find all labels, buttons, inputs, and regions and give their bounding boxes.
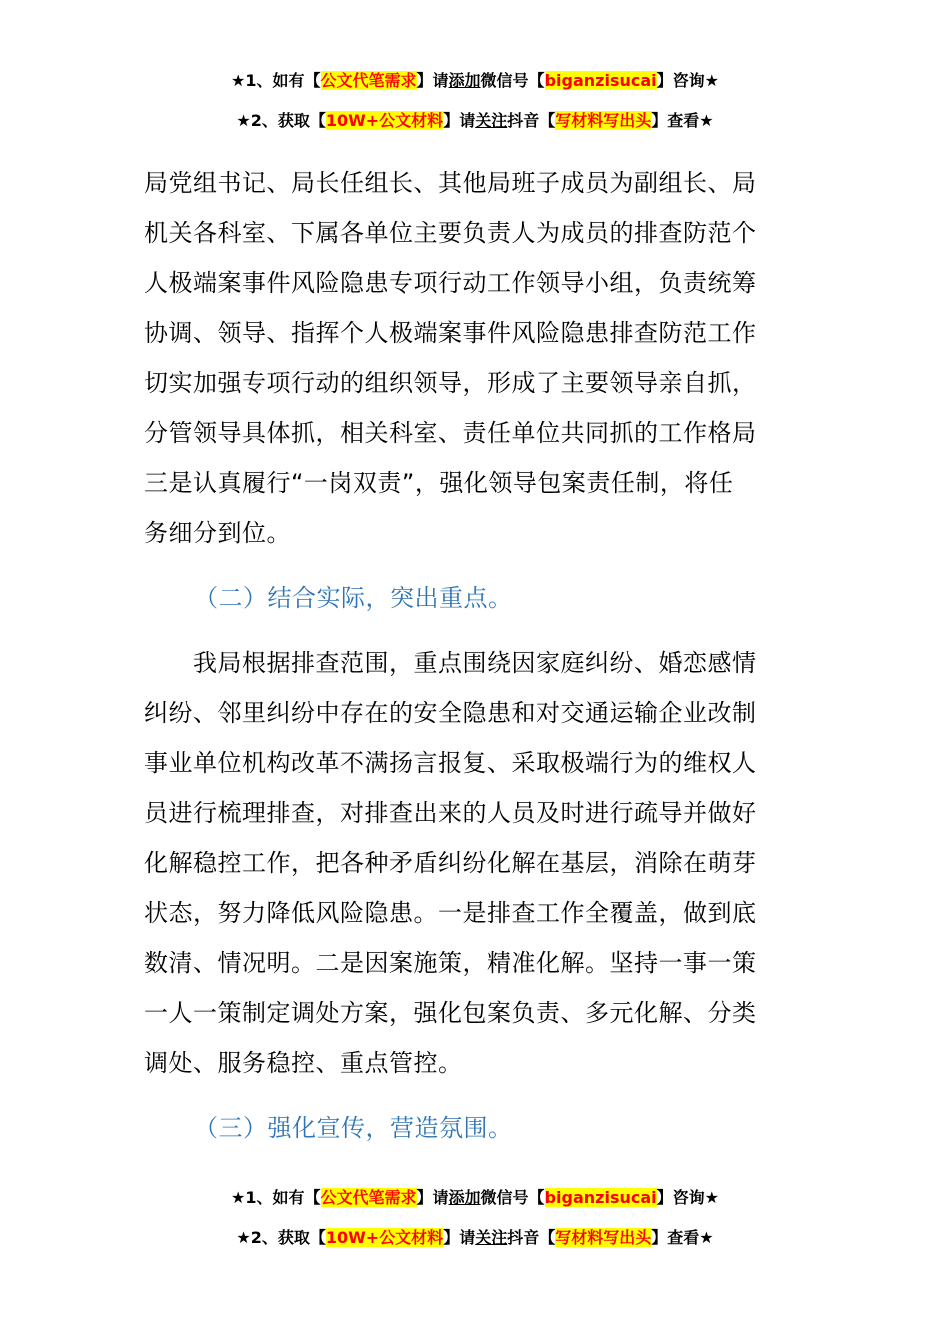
promo-prefix: ★1、如有【: [231, 1188, 321, 1207]
promo-prefix: ★2、获取【: [236, 1228, 326, 1247]
promo-suffix: 】咨询★: [656, 71, 719, 90]
text-line: 调处、服务稳控、重点管控。: [144, 1049, 463, 1077]
text-line: 切实加强专项行动的组织领导，形成了主要领导亲自抓，: [144, 369, 757, 397]
text-line: 事业单位机构改革不满扬言报复、采取极端行为的维权人: [144, 749, 757, 777]
text-line: 务细分到位。: [144, 519, 291, 547]
text-line: 局党组书记、局长任组长、其他局班子成员为副组长、局: [144, 169, 757, 197]
promo-underlined-action: 添加: [448, 71, 481, 90]
promo-line-2-bottom: [0, 1227, 950, 1249]
promo-suffix: 】咨询★: [656, 1188, 719, 1207]
promo-line-1-bottom: [0, 1187, 950, 1209]
text-line: 化解稳控工作，把各种矛盾纠纷化解在基层，消除在萌芽: [144, 849, 757, 877]
paragraph-focus: [144, 638, 810, 1088]
text-line: 机关各科室、下属各单位主要负责人为成员的排查防范个: [144, 219, 757, 247]
promo-highlight-douyin-id: 写材料写出头: [555, 1228, 652, 1247]
promo-text: 抖音【: [507, 111, 556, 130]
promo-text: 】请: [443, 111, 476, 130]
promo-highlight-douyin-id: 写材料写出头: [555, 111, 652, 130]
promo-suffix: 】查看★: [651, 1228, 714, 1247]
promo-text: 微信号【: [480, 1188, 545, 1207]
promo-line-1-top: [0, 70, 950, 92]
promo-highlight-wechat-id: biganzisucai: [544, 71, 657, 90]
promo-underlined-action: 关注: [475, 111, 508, 130]
promo-suffix: 】查看★: [651, 111, 714, 130]
promo-highlight-wechat-id: biganzisucai: [544, 1188, 657, 1207]
text-line: 三是认真履行“一岗双责”，强化领导包案责任制，将任: [144, 469, 734, 497]
promo-underlined-action: 关注: [475, 1228, 508, 1247]
text-line: 数清、情况明。二是因案施策，精准化解。坚持一事一策: [144, 949, 757, 977]
promo-line-2-top: [0, 110, 950, 132]
promo-highlight-service: 公文代笔需求: [320, 71, 417, 90]
text-line: 纠纷、邻里纠纷中存在的安全隐患和对交通运输企业改制: [144, 699, 757, 727]
text-line: 状态，努力降低风险隐患。一是排查工作全覆盖，做到底: [144, 899, 757, 927]
paragraph-leadership: [144, 158, 810, 558]
promo-highlight-materials: 10W+公文材料: [325, 111, 444, 130]
text-line: 我局根据排查范围，重点围绕因家庭纠纷、婚恋感情: [144, 649, 757, 677]
promo-text: 】请: [416, 1188, 449, 1207]
promo-highlight-service: 公文代笔需求: [320, 1188, 417, 1207]
promo-text: 微信号【: [480, 71, 545, 90]
promo-prefix: ★1、如有【: [231, 71, 321, 90]
text-line: 人极端案事件风险隐患专项行动工作领导小组，负责统筹: [144, 269, 757, 297]
text-line: 协调、领导、指挥个人极端案事件风险隐患排查防范工作: [144, 319, 757, 347]
promo-underlined-action: 添加: [448, 1188, 481, 1207]
promo-highlight-materials: 10W+公文材料: [325, 1228, 444, 1247]
promo-text: 】请: [443, 1228, 476, 1247]
section-heading-2: （二）结合实际，突出重点。: [194, 584, 513, 612]
promo-prefix: ★2、获取【: [236, 111, 326, 130]
promo-text: 抖音【: [507, 1228, 556, 1247]
text-line: 分管领导具体抓，相关科室、责任单位共同抓的工作格局: [144, 419, 757, 447]
text-line: 员进行梳理排查，对排查出来的人员及时进行疏导并做好: [144, 799, 757, 827]
section-heading-3: （三）强化宣传，营造氛围。: [194, 1114, 513, 1142]
promo-text: 】请: [416, 71, 449, 90]
text-line: 一人一策制定调处方案，强化包案负责、多元化解、分类: [144, 999, 757, 1027]
